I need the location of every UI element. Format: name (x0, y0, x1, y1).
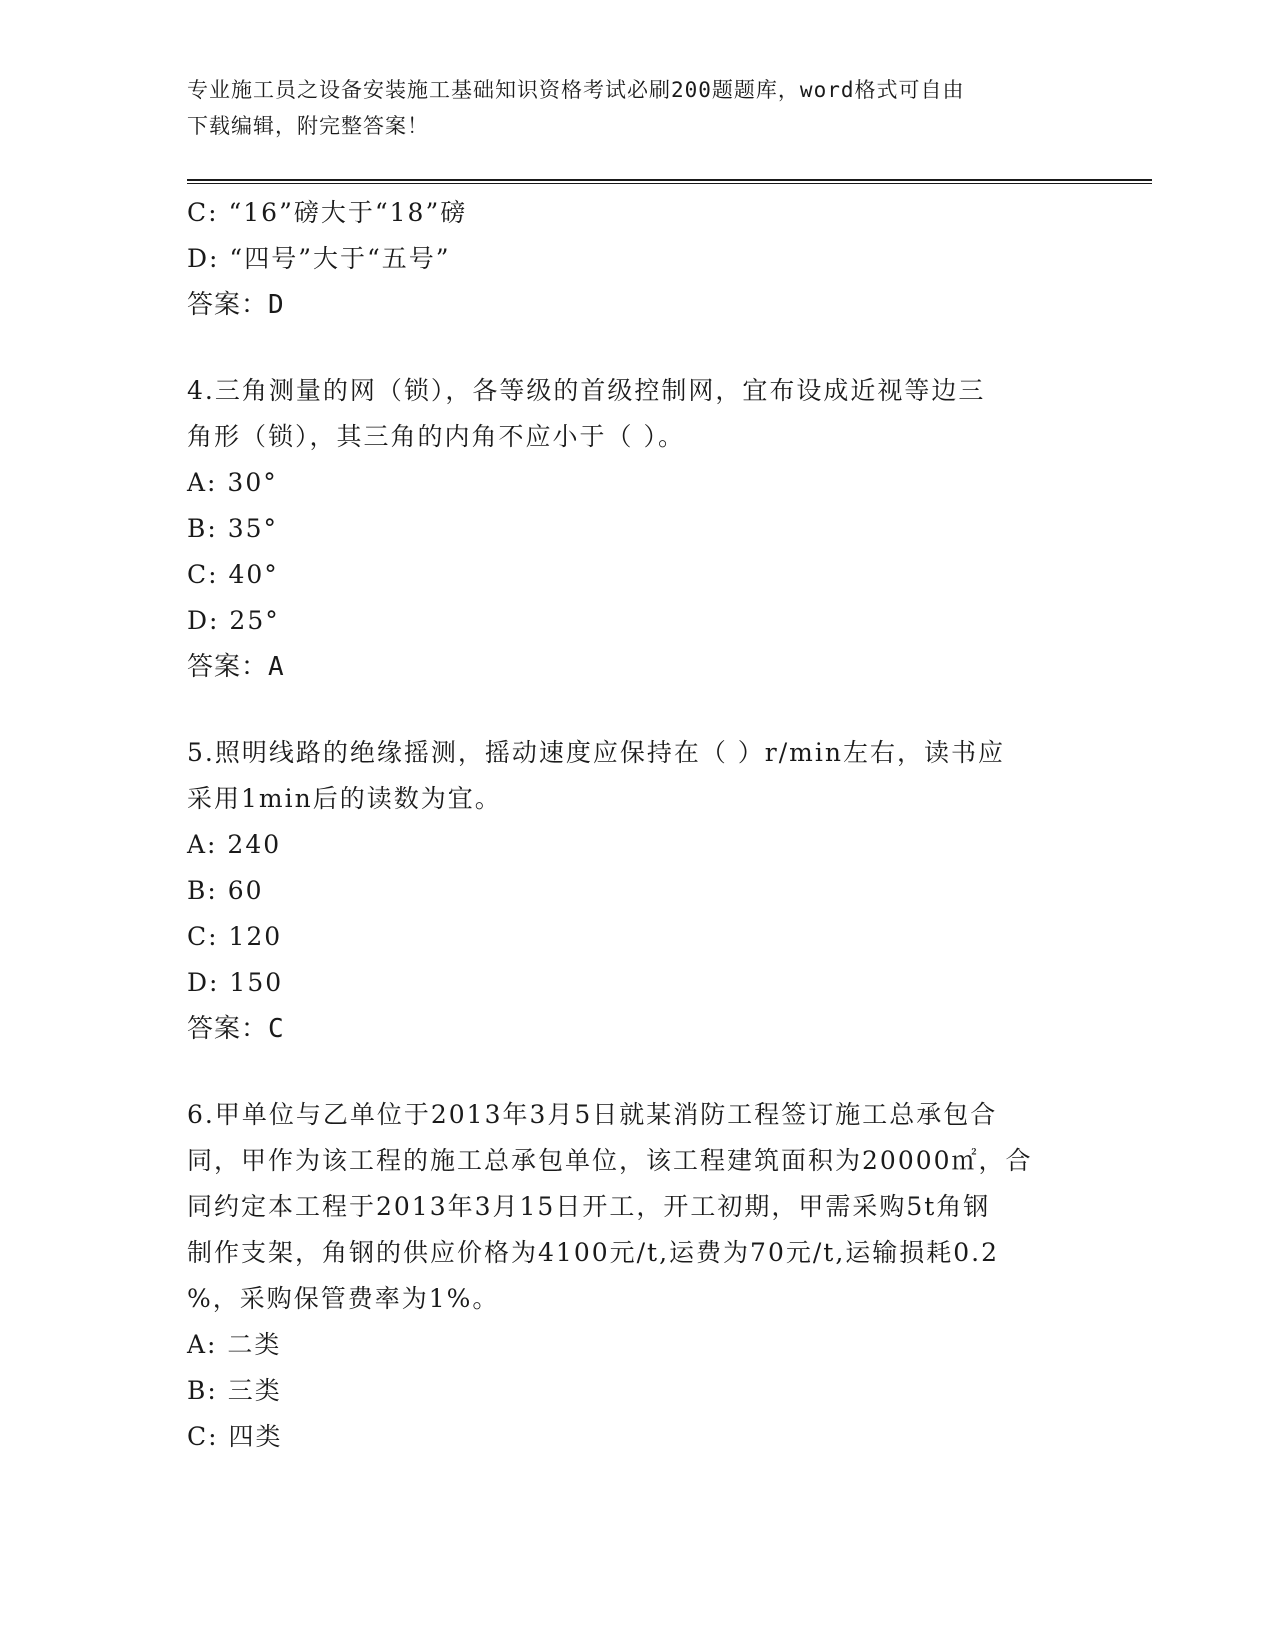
question-stem-continued: 同约定本工程于2013年3月15日开工，开工初期，甲需采购5t角钢 (187, 1192, 991, 1221)
header-title-line-1: 专业施工员之设备安装施工基础知识资格考试必刷200题题库，word格式可自由 (187, 78, 965, 102)
option-b: B: 35° (187, 514, 279, 543)
header-divider-thick (187, 179, 1152, 181)
option-a: A: 30° (187, 468, 278, 497)
option-d: D: 25° (187, 606, 280, 635)
question-stem: 5.照明线路的绝缘摇测，摇动速度应保持在（ ）r/min左右，读书应 (187, 738, 1005, 767)
option-c: C: 40° (187, 560, 279, 589)
question-stem-continued: 同，甲作为该工程的施工总承包单位，该工程建筑面积为20000㎡，合 (187, 1146, 1033, 1175)
option-b: B: 60 (187, 876, 264, 905)
question-stem: 6.甲单位与乙单位于2013年3月5日就某消防工程签订施工总承包合 (187, 1100, 998, 1129)
option-c: C: 四类 (187, 1422, 283, 1451)
question-stem-continued: 采用1min后的读数为宜。 (187, 784, 502, 813)
question-5 (187, 730, 1087, 1052)
question-stem: 4.三角测量的网（锁），各等级的首级控制网，宜布设成近视等边三 (187, 376, 986, 405)
option-b: B: 三类 (187, 1376, 282, 1405)
option-a: A: 二类 (187, 1330, 282, 1359)
question-stem-continued: 制作支架，角钢的供应价格为4100元/t,运费为70元/t,运输损耗0.2 (187, 1238, 1000, 1267)
question-3-tail (187, 190, 1087, 328)
answer-label: 答案：D (187, 290, 285, 320)
question-stem-continued: 角形（锁），其三角的内角不应小于（ ）。 (187, 422, 685, 451)
question-4 (187, 368, 1087, 690)
document-header (187, 72, 1087, 144)
question-6 (187, 1092, 1087, 1460)
header-divider-thin (187, 183, 1152, 184)
question-stem-continued: %，采购保管费率为1%。 (187, 1284, 500, 1313)
header-title-line-2: 下载编辑，附完整答案！ (187, 114, 429, 138)
answer-label: 答案：C (187, 1014, 285, 1044)
option-a: A: 240 (187, 830, 282, 859)
question-list (187, 190, 1087, 1460)
option-c: C: 120 (187, 922, 283, 951)
option-c: C: “16”磅大于“18”磅 (187, 198, 468, 227)
option-d: D: 150 (187, 968, 284, 997)
answer-label: 答案：A (187, 652, 285, 682)
option-d: D: “四号”大于“五号” (187, 244, 451, 273)
